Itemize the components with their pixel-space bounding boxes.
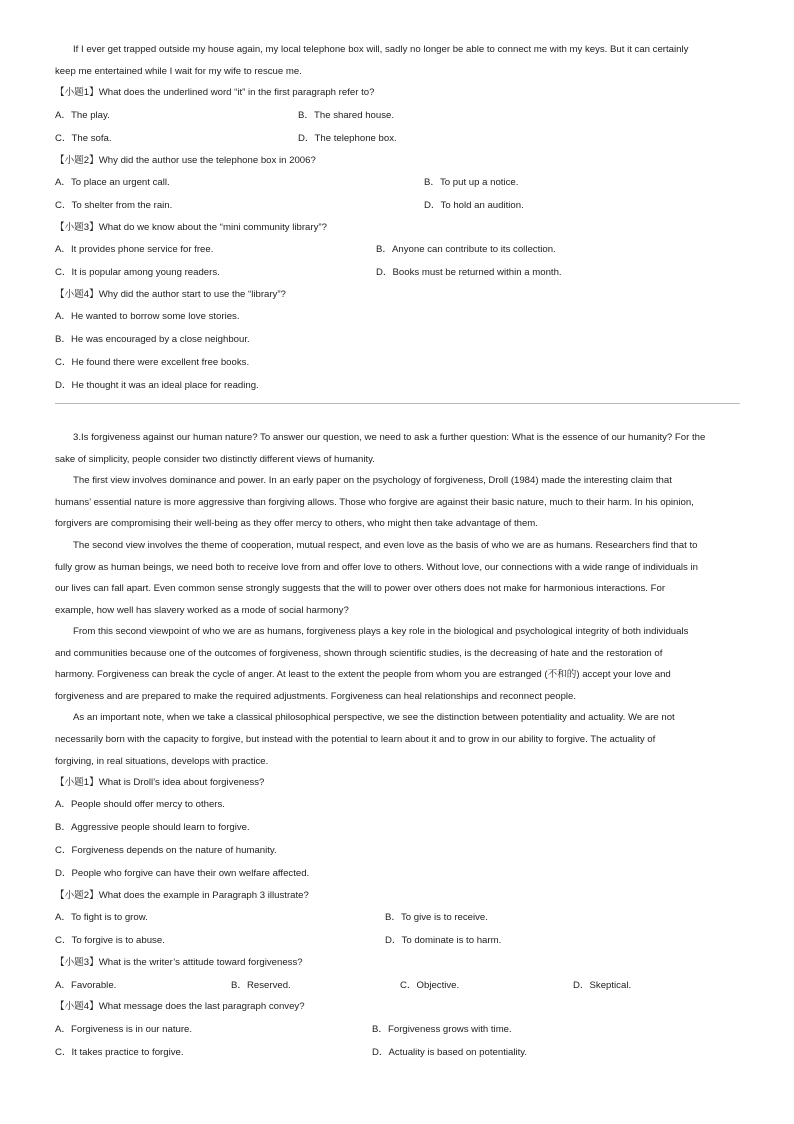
question-stem: 【小题4】What message does the last paragraph convey?: [55, 1001, 305, 1012]
option-a: A．To fight is to grow.: [55, 912, 148, 923]
option-d: D．Skeptical.: [573, 980, 632, 991]
option-a: A．Forgiveness is in our nature.: [55, 1024, 193, 1035]
option-a: A．He wanted to borrow some love stories.: [55, 311, 240, 322]
question-stem: 【小题2】What does the example in Paragraph 3 illustrate?: [55, 890, 309, 901]
paragraph-line: sake of simplicity, people consider two distinctly different views of humanity.: [55, 454, 375, 465]
option-a: A．To place an urgent call.: [55, 177, 170, 188]
option-b: B．The shared house.: [298, 110, 394, 121]
option-c: C．To shelter from the rain.: [55, 200, 173, 211]
option-a: A．People should offer mercy to others.: [55, 799, 225, 810]
paragraph-line: harmony. Forgiveness can break the cycle of anger. At least to the extent the people from whom you are estranged (不和的) accept your love and: [55, 669, 671, 680]
option-a: A．Favorable.: [55, 980, 117, 991]
option-c: C．It is popular among young readers.: [55, 267, 220, 278]
option-d: D．Books must be returned within a month.: [376, 267, 562, 278]
option-d: D．To hold an audition.: [424, 200, 524, 211]
option-b: B．Anyone can contribute to its collection.: [376, 244, 556, 255]
paragraph-line: 3.Is forgiveness against our human nature? To answer our question, we need to ask a further question: What is the essence of our humanity? For the: [73, 432, 706, 443]
option-b: B．Aggressive people should learn to forgive.: [55, 822, 250, 833]
option-b: B．To put up a notice.: [424, 177, 519, 188]
paragraph-line: and communities because one of the outcomes of forgiveness, shown through scientific studies, is the decreasing of hate and the restoration of: [55, 648, 663, 659]
paragraph-line: The first view involves dominance and power. In an early paper on the psychology of forgiveness, Droll (1984) made the interesting claim that: [73, 475, 672, 486]
paragraph-line: forgiveness and are prepared to make the required adjustments. Forgiveness can heal relationships and reconnect people.: [55, 691, 577, 702]
question-stem: 【小题2】Why did the author use the telephone box in 2006?: [55, 155, 316, 166]
option-c: C．Forgiveness depends on the nature of humanity.: [55, 845, 277, 856]
paragraph-line: example, how well has slavery worked as a mode of social harmony?: [55, 605, 349, 616]
option-b: B．Forgiveness grows with time.: [372, 1024, 512, 1035]
question-stem: 【小题3】What is the writer’s attitude toward forgiveness?: [55, 957, 303, 968]
question-stem: 【小题4】Why did the author start to use the “library”?: [55, 289, 286, 300]
option-d: D．People who forgive can have their own welfare affected.: [55, 868, 310, 879]
option-a: A．It provides phone service for free.: [55, 244, 214, 255]
paragraph-line: keep me entertained while I wait for my wife to rescue me.: [55, 66, 302, 77]
paragraph-line: necessarily born with the capacity to forgive, but instead with the potential to learn about it and to grow in our ability to forgive. The actuality of: [55, 734, 656, 745]
option-b: B．To give is to receive.: [385, 912, 488, 923]
paragraph-line: forgiving, in real situations, develops with practice.: [55, 756, 269, 767]
question-stem: 【小题1】What is Droll’s idea about forgiveness?: [55, 777, 265, 788]
paragraph-line: As an important note, when we take a classical philosophical perspective, we see the distinction between potentiality and actuality. We are not: [73, 712, 675, 723]
option-c: C．The sofa.: [55, 133, 112, 144]
option-c: C．Objective.: [400, 980, 460, 991]
option-d: D．The telephone box.: [298, 133, 397, 144]
option-d: D．He thought it was an ideal place for reading.: [55, 380, 259, 391]
option-b: B．He was encouraged by a close neighbour.: [55, 334, 250, 345]
paragraph-line: fully grow as human beings, we need both to receive love from and offer love to others. Without love, our connections with a wide range of individuals in: [55, 562, 698, 573]
paragraph-line: From this second viewpoint of who we are as humans, forgiveness plays a key role in the biological and psychological integrity of both individuals: [73, 626, 689, 637]
question-stem: 【小题3】What do we know about the “mini community library”?: [55, 222, 327, 233]
option-c: C．It takes practice to forgive.: [55, 1047, 184, 1058]
question-stem: 【小题1】What does the underlined word “it” in the first paragraph refer to?: [55, 87, 375, 98]
option-d: D．To dominate is to harm.: [385, 935, 502, 946]
paragraph-line: The second view involves the theme of cooperation, mutual respect, and even love as the basis of who we are as humans. Researchers find that to: [73, 540, 698, 551]
option-a: A．The play.: [55, 110, 110, 121]
paragraph-line: our lives can fall apart. Even common sense strongly suggests that the will to power over others does not make for harmonious interactions. For: [55, 583, 666, 594]
paragraph-line: humans’ essential nature is more aggressive than forgiving allows. Those who forgive are against their basic nature, much to their harm. In his opinion,: [55, 497, 694, 508]
option-b: B．Reserved.: [231, 980, 291, 991]
option-c: C．He found there were excellent free books.: [55, 357, 250, 368]
paragraph-line: forgivers are compromising their well-being as they offer mercy to others, who might then take advantage of them.: [55, 518, 538, 529]
paragraph-line: If I ever get trapped outside my house again, my local telephone box will, sadly no longer be able to connect me with my keys. But it can certainly: [73, 44, 689, 55]
option-d: D．Actuality is based on potentiality.: [372, 1047, 527, 1058]
option-c: C．To forgive is to abuse.: [55, 935, 165, 946]
section-divider: [55, 403, 740, 404]
